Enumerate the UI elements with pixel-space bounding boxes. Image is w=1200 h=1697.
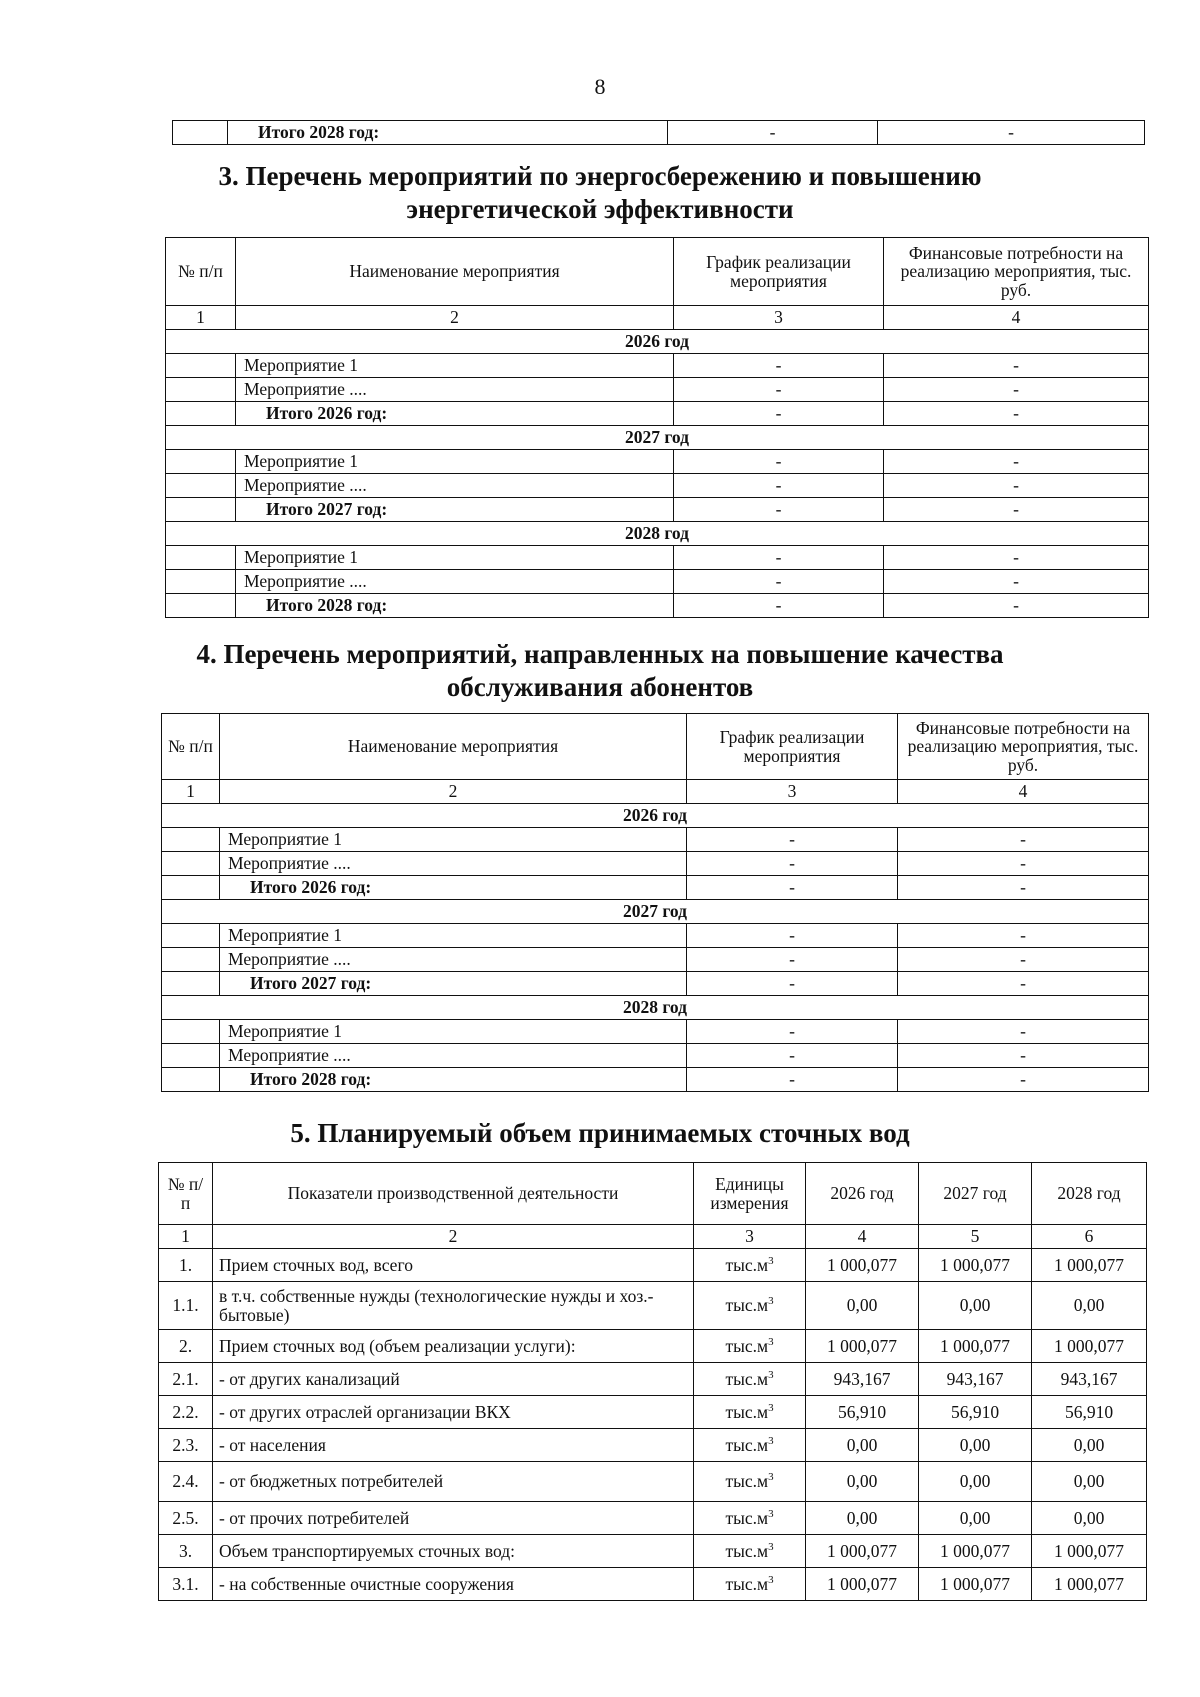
total-cost: - [898, 972, 1149, 996]
unit-cell [694, 1249, 806, 1282]
row-number-cell [162, 828, 220, 852]
year-value: 0,00 [1032, 1429, 1147, 1462]
measure-name: Мероприятие 1 [220, 1020, 687, 1044]
indicator-name: - от населения [213, 1429, 694, 1462]
column-number-cell: 6 [1032, 1225, 1147, 1249]
year-heading: 2026 год [166, 330, 1149, 354]
total-row [166, 498, 1149, 522]
header-cell: № п/п [162, 714, 220, 780]
unit-cell [694, 1429, 806, 1462]
measure-schedule: - [687, 1020, 898, 1044]
header-cell: График реализации мероприятия [674, 238, 884, 306]
total-schedule: - [668, 121, 878, 145]
year-value: 0,00 [1032, 1502, 1147, 1535]
total-schedule: - [687, 876, 898, 900]
measure-cost: - [898, 1020, 1149, 1044]
continuation-table [172, 120, 1145, 145]
column-number-cell: 3 [674, 306, 884, 330]
unit-exponent: 3 [768, 1295, 774, 1308]
header-cell: 2028 год [1032, 1163, 1147, 1225]
table-row [159, 1330, 1147, 1363]
total-label: Итого 2028 год: [228, 121, 668, 145]
measure-cost: - [898, 948, 1149, 972]
total-cost: - [884, 402, 1149, 426]
unit-exponent: 3 [768, 1368, 774, 1381]
table-row [159, 1363, 1147, 1396]
total-label: Итого 2028 год: [220, 1068, 687, 1092]
total-cost: - [898, 876, 1149, 900]
table-row [159, 1535, 1147, 1568]
column-number-row [162, 780, 1149, 804]
header-cell: Наименование мероприятия [220, 714, 687, 780]
year-value: 56,910 [1032, 1396, 1147, 1429]
unit-cell [694, 1535, 806, 1568]
table-row [159, 1249, 1147, 1282]
table-row [159, 1502, 1147, 1535]
row-number-cell [162, 972, 220, 996]
year-value: 0,00 [806, 1282, 919, 1330]
measure-name: Мероприятие .... [236, 570, 674, 594]
measure-schedule: - [674, 450, 884, 474]
indicator-name: - от других отраслей организации ВКХ [213, 1396, 694, 1429]
row-number-cell [162, 948, 220, 972]
header-cell: 2027 год [919, 1163, 1032, 1225]
row-number: 1.1. [159, 1282, 213, 1330]
unit-base: тыс.м [725, 1335, 769, 1356]
table-row [166, 354, 1149, 378]
row-number: 2.2. [159, 1396, 213, 1429]
table-row [162, 924, 1149, 948]
unit-exponent: 3 [768, 1401, 774, 1414]
unit-base: тыс.м [725, 1471, 769, 1492]
table-row [162, 1044, 1149, 1068]
header-cell: График реализации мероприятия [687, 714, 898, 780]
measure-name: Мероприятие .... [220, 852, 687, 876]
measure-cost: - [884, 378, 1149, 402]
measure-schedule: - [687, 1044, 898, 1068]
column-number-cell: 2 [213, 1225, 694, 1249]
measure-name: Мероприятие .... [220, 1044, 687, 1068]
unit-cell [694, 1396, 806, 1429]
total-row [166, 402, 1149, 426]
indicator-name: в т.ч. собственные нужды (технологические нужды и хоз.-бытовые) [213, 1282, 694, 1330]
row-number: 2.4. [159, 1462, 213, 1502]
column-number-cell: 1 [159, 1225, 213, 1249]
column-number-cell: 5 [919, 1225, 1032, 1249]
table-row [162, 828, 1149, 852]
unit-cell [694, 1282, 806, 1330]
table-row [166, 474, 1149, 498]
unit-base: тыс.м [725, 1254, 769, 1275]
measure-cost: - [884, 570, 1149, 594]
unit-exponent: 3 [768, 1573, 774, 1586]
row-number: 3. [159, 1535, 213, 1568]
year-value: 943,167 [806, 1363, 919, 1396]
table-row [159, 1462, 1147, 1502]
column-number-cell: 3 [687, 780, 898, 804]
table-row [162, 948, 1149, 972]
unit-exponent: 3 [768, 1434, 774, 1447]
table-row [166, 546, 1149, 570]
year-value: 0,00 [919, 1429, 1032, 1462]
measure-schedule: - [674, 354, 884, 378]
indicator-name: - от других канализаций [213, 1363, 694, 1396]
column-number-cell: 4 [884, 306, 1149, 330]
row-number: 2.1. [159, 1363, 213, 1396]
total-label: Итого 2028 год: [236, 594, 674, 618]
year-value: 0,00 [919, 1502, 1032, 1535]
measure-cost: - [898, 852, 1149, 876]
row-number-cell [166, 402, 236, 426]
section4-table [161, 713, 1149, 1092]
unit-cell [694, 1363, 806, 1396]
measure-name: Мероприятие 1 [220, 924, 687, 948]
total-label: Итого 2026 год: [220, 876, 687, 900]
year-row [166, 426, 1149, 450]
measure-name: Мероприятие .... [220, 948, 687, 972]
total-label: Итого 2027 год: [236, 498, 674, 522]
year-value: 0,00 [806, 1429, 919, 1462]
measure-schedule: - [687, 948, 898, 972]
year-value: 1 000,077 [1032, 1535, 1147, 1568]
unit-base: тыс.м [725, 1401, 769, 1422]
unit-base: тыс.м [725, 1295, 769, 1316]
row-number: 1. [159, 1249, 213, 1282]
row-number-cell [166, 498, 236, 522]
year-value: 943,167 [919, 1363, 1032, 1396]
section5-table [158, 1162, 1147, 1601]
year-value: 1 000,077 [1032, 1330, 1147, 1363]
total-cost: - [884, 594, 1149, 618]
year-value: 1 000,077 [806, 1535, 919, 1568]
year-value: 0,00 [806, 1502, 919, 1535]
unit-exponent: 3 [768, 1254, 774, 1267]
column-number-cell: 2 [220, 780, 687, 804]
row-number-cell [162, 852, 220, 876]
year-row [162, 804, 1149, 828]
measure-cost: - [898, 924, 1149, 948]
year-value: 0,00 [919, 1462, 1032, 1502]
header-cell: Единицы измерения [694, 1163, 806, 1225]
unit-cell [694, 1502, 806, 1535]
table-row [166, 378, 1149, 402]
row-number-cell [166, 378, 236, 402]
measure-name: Мероприятие 1 [236, 450, 674, 474]
year-value: 943,167 [1032, 1363, 1147, 1396]
measure-schedule: - [687, 828, 898, 852]
column-number-cell: 3 [694, 1225, 806, 1249]
row-number-cell [166, 354, 236, 378]
unit-cell [694, 1568, 806, 1601]
header-cell: Показатели производственной деятельности [213, 1163, 694, 1225]
column-number-row [166, 306, 1149, 330]
year-value: 1 000,077 [919, 1568, 1032, 1601]
row-number-cell [162, 1044, 220, 1068]
unit-cell [694, 1462, 806, 1502]
measure-name: Мероприятие 1 [220, 828, 687, 852]
table-row [159, 1568, 1147, 1601]
row-number: 3.1. [159, 1568, 213, 1601]
unit-base: тыс.м [725, 1573, 769, 1594]
total-schedule: - [687, 972, 898, 996]
year-value: 0,00 [1032, 1462, 1147, 1502]
column-number-row [159, 1225, 1147, 1249]
year-heading: 2027 год [166, 426, 1149, 450]
page-number: 8 [594, 74, 606, 99]
row-number-cell [166, 546, 236, 570]
unit-exponent: 3 [768, 1540, 774, 1553]
year-heading: 2027 год [162, 900, 1149, 924]
year-heading: 2026 год [162, 804, 1149, 828]
table-row [166, 570, 1149, 594]
unit-base: тыс.м [725, 1507, 769, 1528]
header-cell: 2026 год [806, 1163, 919, 1225]
unit-base: тыс.м [725, 1540, 769, 1561]
total-label: Итого 2026 год: [236, 402, 674, 426]
measure-schedule: - [687, 924, 898, 948]
column-number-cell: 4 [898, 780, 1149, 804]
indicator-name: - на собственные очистные сооружения [213, 1568, 694, 1601]
total-row [162, 1068, 1149, 1092]
total-label: Итого 2027 год: [220, 972, 687, 996]
total-schedule: - [674, 594, 884, 618]
year-row [162, 900, 1149, 924]
measure-name: Мероприятие 1 [236, 546, 674, 570]
header-row [166, 238, 1149, 306]
measure-schedule: - [674, 570, 884, 594]
total-schedule: - [674, 402, 884, 426]
measure-name: Мероприятие .... [236, 474, 674, 498]
unit-exponent: 3 [768, 1471, 774, 1484]
year-heading: 2028 год [166, 522, 1149, 546]
year-row [166, 522, 1149, 546]
header-row [159, 1163, 1147, 1225]
indicator-name: - от прочих потребителей [213, 1502, 694, 1535]
indicator-name: Прием сточных вод (объем реализации услуги): [213, 1330, 694, 1363]
unit-base: тыс.м [725, 1434, 769, 1455]
total-row [162, 972, 1149, 996]
row-number: 2.5. [159, 1502, 213, 1535]
year-row [162, 996, 1149, 1020]
unit-exponent: 3 [768, 1507, 774, 1520]
total-cost: - [898, 1068, 1149, 1092]
measure-schedule: - [687, 852, 898, 876]
total-row [162, 876, 1149, 900]
measure-cost: - [884, 474, 1149, 498]
column-number-cell: 4 [806, 1225, 919, 1249]
indicator-name: Объем транспортируемых сточных вод: [213, 1535, 694, 1568]
year-value: 0,00 [1032, 1282, 1147, 1330]
measure-schedule: - [674, 378, 884, 402]
year-value: 56,910 [919, 1396, 1032, 1429]
year-value: 1 000,077 [806, 1330, 919, 1363]
measure-schedule: - [674, 474, 884, 498]
column-number-cell: 1 [162, 780, 220, 804]
year-value: 1 000,077 [806, 1249, 919, 1282]
measure-name: Мероприятие .... [236, 378, 674, 402]
row-number-cell [166, 570, 236, 594]
year-value: 1 000,077 [919, 1535, 1032, 1568]
measure-cost: - [898, 1044, 1149, 1068]
year-value: 1 000,077 [919, 1330, 1032, 1363]
header-cell: № п/п [159, 1163, 213, 1225]
table-row [159, 1282, 1147, 1330]
row-number-cell [162, 924, 220, 948]
section4-title: 4. Перечень мероприятий, направленных на повышение качества обслуживания абонентов [196, 639, 1004, 702]
year-heading: 2028 год [162, 996, 1149, 1020]
table-row [166, 450, 1149, 474]
header-cell: № п/п [166, 238, 236, 306]
year-value: 1 000,077 [1032, 1568, 1147, 1601]
column-number-cell: 1 [166, 306, 236, 330]
table-row [159, 1396, 1147, 1429]
column-number-cell: 2 [236, 306, 674, 330]
row-number: 2. [159, 1330, 213, 1363]
header-cell: Наименование мероприятия [236, 238, 674, 306]
total-row [166, 594, 1149, 618]
table-row [159, 1429, 1147, 1462]
section5-title: 5. Планируемый объем принимаемых сточных вод [290, 1118, 910, 1148]
row-number-cell [166, 474, 236, 498]
section3-title: 3. Перечень мероприятий по энергосбережению и повышению энергетической эффективности [218, 161, 982, 224]
indicator-name: Прием сточных вод, всего [213, 1249, 694, 1282]
row-number-cell [162, 1020, 220, 1044]
table-row [162, 852, 1149, 876]
total-schedule: - [674, 498, 884, 522]
measure-name: Мероприятие 1 [236, 354, 674, 378]
row-number-cell [162, 876, 220, 900]
cell-empty [173, 121, 228, 145]
total-schedule: - [687, 1068, 898, 1092]
row-number-cell [162, 1068, 220, 1092]
total-cost: - [884, 498, 1149, 522]
year-value: 56,910 [806, 1396, 919, 1429]
table-row [162, 1020, 1149, 1044]
row-number-cell [166, 594, 236, 618]
header-cell: Финансовые потребности на реализацию мероприятия, тыс. руб. [898, 714, 1149, 780]
unit-exponent: 3 [768, 1335, 774, 1348]
year-value: 1 000,077 [1032, 1249, 1147, 1282]
year-value: 1 000,077 [806, 1568, 919, 1601]
measure-cost: - [884, 450, 1149, 474]
unit-base: тыс.м [725, 1368, 769, 1389]
measure-cost: - [884, 354, 1149, 378]
total-cost: - [878, 121, 1145, 145]
unit-cell [694, 1330, 806, 1363]
year-value: 1 000,077 [919, 1249, 1032, 1282]
row-number: 2.3. [159, 1429, 213, 1462]
indicator-name: - от бюджетных потребителей [213, 1462, 694, 1502]
year-value: 0,00 [919, 1282, 1032, 1330]
year-value: 0,00 [806, 1462, 919, 1502]
header-row [162, 714, 1149, 780]
measure-schedule: - [674, 546, 884, 570]
year-row [166, 330, 1149, 354]
header-cell: Финансовые потребности на реализацию мероприятия, тыс. руб. [884, 238, 1149, 306]
row-number-cell [166, 450, 236, 474]
section3-table [165, 237, 1149, 618]
measure-cost: - [898, 828, 1149, 852]
measure-cost: - [884, 546, 1149, 570]
